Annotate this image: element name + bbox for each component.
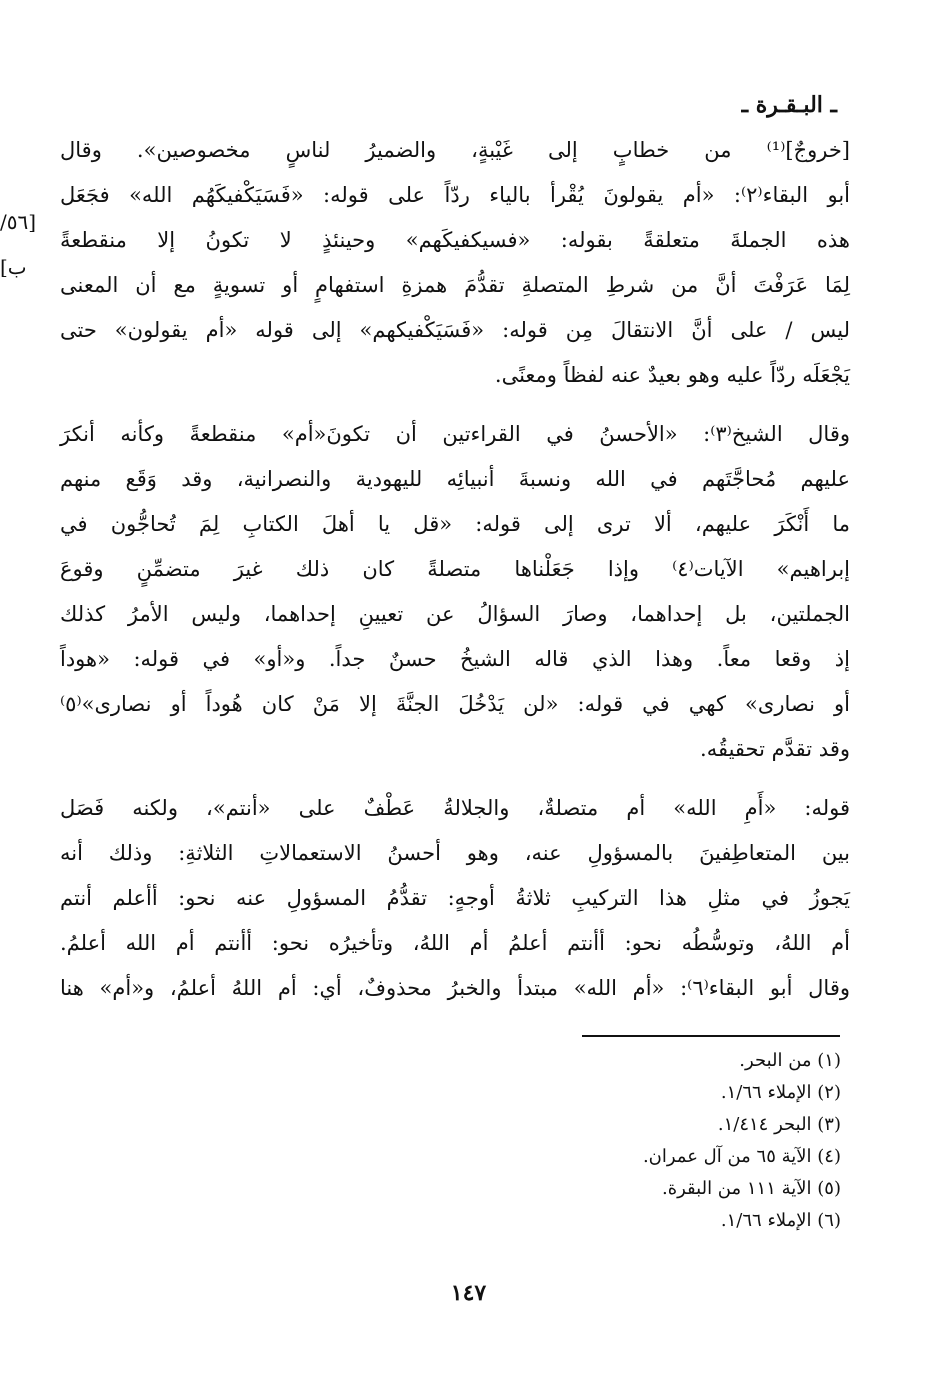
footnote: (٥) الآية ١١١ من البقرة. [661, 1178, 841, 1199]
text-line: الجملتين، بل إحداهما، وصارَ السؤالُ عن تعيينِ إحداهما، وليس الأمرُ كذلك [60, 602, 850, 626]
footnote: (٤) الآية ٦٥ من آل عمران. [642, 1146, 841, 1167]
footnote: (٦) الإملاء ١/٦٦. [720, 1210, 841, 1231]
running-header: ـ البـقـرة ـ [741, 92, 837, 118]
text-line: إذ وقعا معاً. وهذا الذي قاله الشيخُ حسنٌ جداً. و«أو» في قوله: «هوداً [60, 647, 850, 671]
text-line: [خروجٌ]⁽¹⁾ من خطابٍ إلى غَيْبةٍ، والضميرُ لناسٍ مخصوصين». وقال [60, 138, 850, 162]
paragraph-1 [60, 128, 850, 398]
footnote: (٣) البحر ١/٤١٤. [717, 1114, 841, 1135]
paragraph-3 [60, 786, 850, 1011]
text-line: إبراهيم» الآيات⁽٤⁾ وإذا جَعَلْناها متصلةً كان ذلك غيرَ متضمِّنٍ وقوعَ [60, 557, 851, 581]
text-line: ليس / على أنَّ الانتقالَ مِن قوله: «فَسَيَكْفيكهم» إلى قوله «أم يقولون» حتى [60, 318, 850, 342]
text-line: عليهم مُحاجَّتَهم في الله ونسبةَ أنبيائِه لليهودية والنصرانية، وقد وَقَع منهم [60, 467, 850, 491]
footnote: (١) من البحر. [739, 1050, 841, 1071]
text-line: وقد تقدَّم تحقيقُه. [700, 737, 850, 761]
footnote-separator [582, 1035, 840, 1037]
text-line: وقال أبو البقاء⁽٦⁾: «أم الله» مبتدأ والخبرُ محذوفٌ، أي: أم اللهُ أعلمُ، و«أم» هنا [60, 976, 850, 1000]
text-line: أم اللهُ، وتوسُّطُه نحو: أأنتم أعلمُ أم اللهُ، وتأخيرُه نحو: أأنتم أم الله أعلمُ. [60, 931, 850, 955]
text-line: قوله: «أَمِ الله» أم متصلةٌ، والجلالةُ عَطْفٌ على «أنتم»، ولكنه فَصَل [60, 796, 850, 820]
text-line: أبو البقاء⁽٢⁾: «أم يقولونَ يُقْرأ بالياء ردّاً على قوله: «فَسَيَكْفيكَهُم الله» فجَعَل [60, 183, 851, 207]
footnotes [643, 1045, 841, 1237]
main-text [60, 128, 850, 1011]
paragraph-2 [60, 412, 850, 772]
margin-folio-note: [٥٦/ب] [0, 210, 37, 279]
footnote: (٢) الإملاء ١/٦٦. [720, 1082, 841, 1103]
text-line: أو نصارى» كهي في قوله: «لن يَدْخُلَ الجنَّةَ إلا مَنْ كان هُوداً أو نصارى»⁽٥⁾ [60, 692, 850, 716]
page-number: ١٤٧ [450, 1280, 487, 1306]
text-line: يَجوزُ في مثلِ هذا التركيبِ ثلاثةُ أوجهٍ: تقدُّمُ المسؤولِ عنه نحو: أأعلم أنتم [60, 886, 850, 910]
text-line: يَجْعَلَه ردّاً عليه وهو بعيدٌ عنه لفظاً ومعنًى. [494, 363, 850, 387]
text-line: لِمَا عَرَفْتَ أنَّ من شرطِ المتصلةِ تقدُّمَ همزةِ استفهامٍ أو تسويةٍ مع أن المعنى [60, 273, 850, 297]
text-line: بين المتعاطِفينَ بالمسؤولِ عنه، وهو أحسنُ الاستعمالاتِ الثلاثةِ: وذلك أنه [60, 841, 850, 865]
text-line: هذه الجملةَ متعلقةً بقوله: «فسيكفيكَهم» وحينئذٍ لا تكونُ إلا منقطعةً [60, 228, 850, 252]
text-line: ما أَنْكَرَ عليهم، ألا ترى إلى قوله: «قل يا أهلَ الكتابِ لِمَ تُحاجُّون في [60, 512, 850, 536]
text-line: وقال الشيخ⁽٣⁾: «الأحسنُ في القراءتين أن تكونَ«أم» منقطعةً وكأنه أنكرَ [60, 422, 851, 446]
